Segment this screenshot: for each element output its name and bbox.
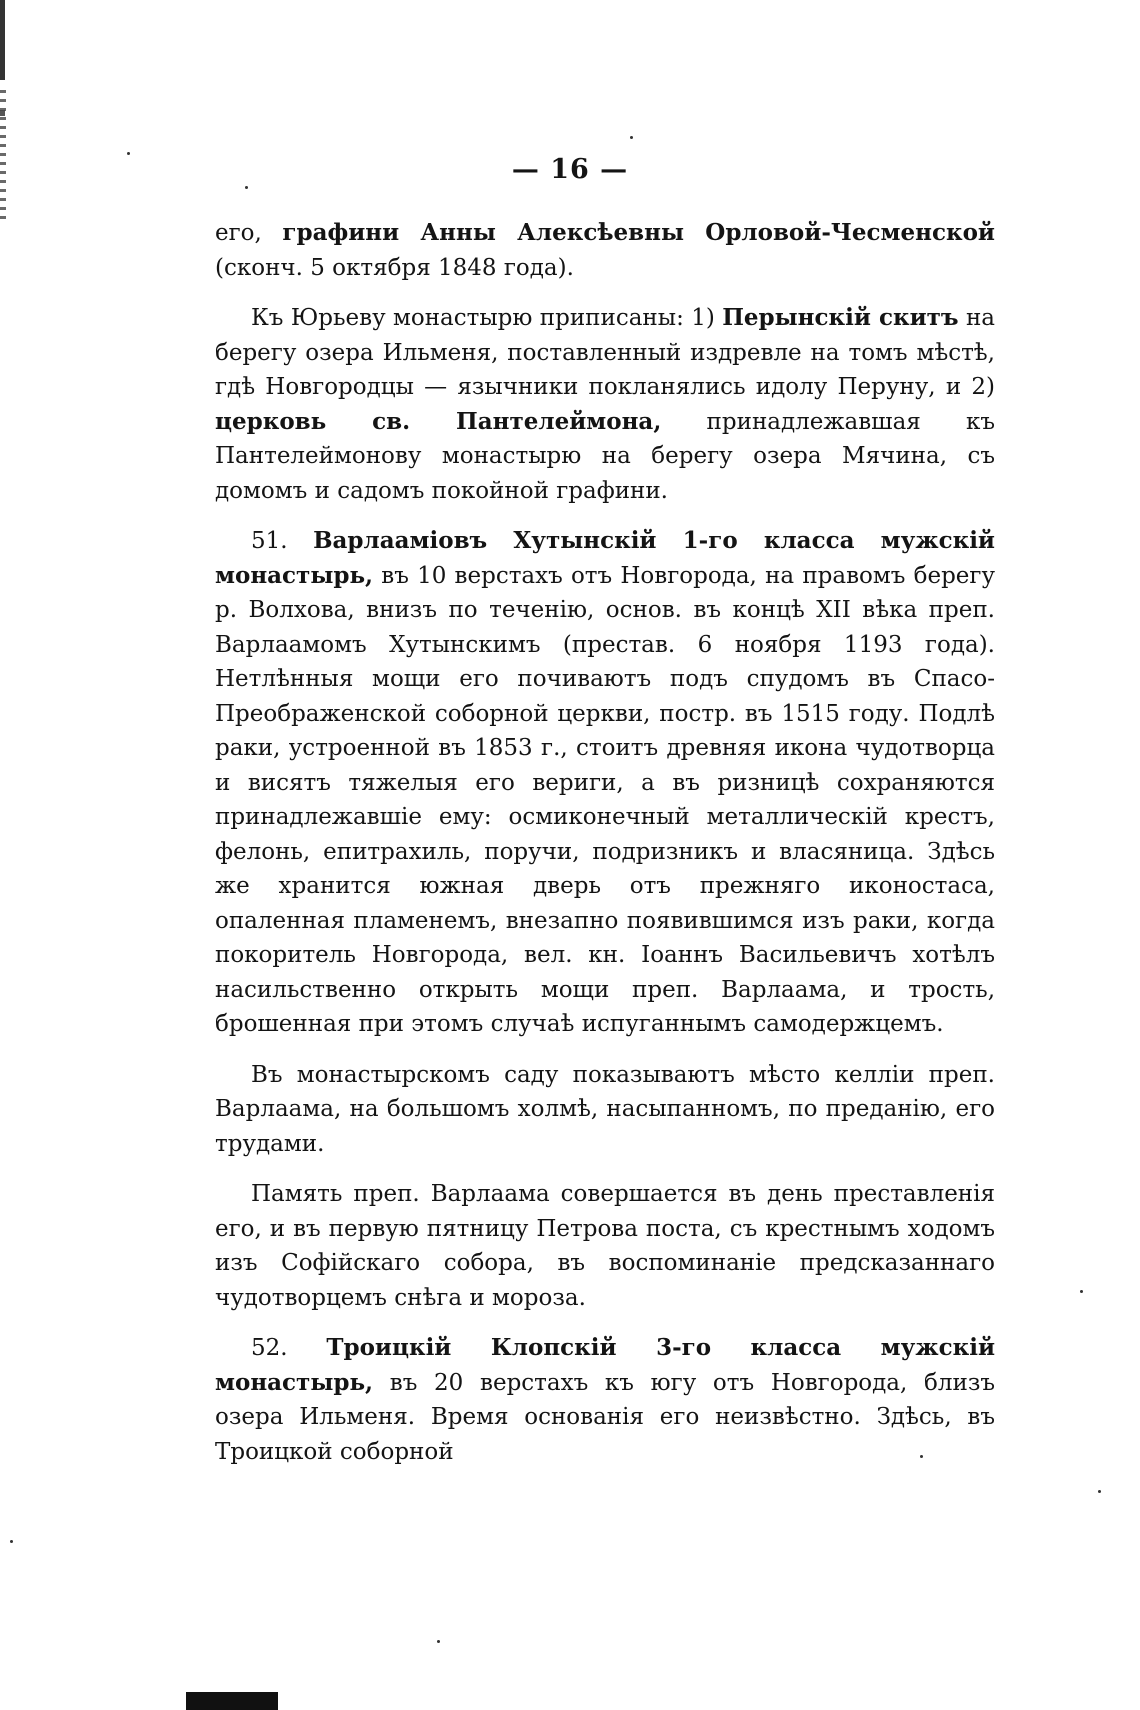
paragraph-text: его, bbox=[215, 220, 283, 246]
paragraph-5: Память преп. Варлаама совершается въ день преставленія его, и въ первую пятницу Петрова поста, съ крестнымъ ходомъ изъ Софійскаго собора, въ воспоминаніе предсказаннаго чудотворцемъ снѣга и мороза. bbox=[215, 1181, 995, 1311]
paragraph-2 bbox=[215, 301, 995, 508]
paragraph-text: принадлежавшая къ Пантелеймонову монастырю на берегу озера Мячина, съ домомъ и садомъ покойной графини. bbox=[215, 408, 995, 504]
paragraph-text: въ 20 верстахъ къ югу отъ Новгорода, близъ озера Ильменя. Время основанія его неизвѣстно. Здѣсь, въ Троицкой соборной bbox=[215, 1369, 995, 1465]
entry-number: 52. bbox=[251, 1335, 327, 1361]
paragraph-4: Въ монастырскомъ саду показываютъ мѣсто келліи преп. Варлаама, на большомъ холмѣ, насыпанномъ, по преданію, его трудами. bbox=[215, 1061, 995, 1157]
paragraph-text: (сконч. 5 октября 1848 года). bbox=[215, 254, 574, 281]
paragraph-1 bbox=[215, 216, 995, 285]
paragraph-text: Къ Юрьеву монастырю приписаны: 1) bbox=[251, 305, 723, 331]
scan-speck bbox=[1098, 1490, 1101, 1493]
paragraph-3-entry-51 bbox=[215, 524, 995, 1042]
paragraph-bold-text: Перынскій скитъ bbox=[722, 304, 959, 331]
entry-heading: Троицкій Клопскій 3-го класса мужскій монастырь, bbox=[215, 1334, 995, 1396]
scan-speck bbox=[437, 1640, 440, 1643]
paragraph-6-entry-52 bbox=[215, 1331, 995, 1469]
scan-speck bbox=[245, 186, 248, 189]
scan-speck bbox=[630, 136, 633, 139]
paragraph-text: на берегу озера Ильменя, поставленный издревле на томъ мѣстѣ, гдѣ Новгородцы — язычники покланялись идолу Перуну, и 2) bbox=[215, 305, 996, 400]
scan-speck bbox=[10, 1540, 13, 1543]
paragraph-text: въ 10 верстахъ отъ Новгорода, на правомъ берегу р. Волхова, внизъ по теченію, основ. въ концѣ XII вѣка преп. Варлаамомъ Хутынскимъ (престав. 6 ноября 1193 года). Нетлѣнныя мощи его почиваютъ подъ спудомъ въ Спасо-Преображенской соборной церкви, постр. въ 1515 году. Подлѣ раки, устроенной въ 1853 г., стоитъ древняя икона чудотворца и висятъ тяжелыя его вериги, а въ ризницѣ сохраняются принадлежавшіе ему: осмиконечный металлическій крестъ, фелонь, епитрахиль, поручи, подризникъ и власяница. Здѣсь же хранится южная дверь отъ прежняго иконостаса, опаленная пламенемъ, внезапно появившимся изъ раки, когда покоритель Новгорода, вел. кн. Іоаннъ Васильевичъ хотѣлъ насильственно открыть мощи преп. Варлаама, и трость, брошенная при этомъ случаѣ испуганнымъ самодержцемъ. bbox=[215, 562, 995, 1037]
paragraph-bold-text: церковь св. Пантелеймона, bbox=[215, 407, 662, 435]
scan-speck bbox=[1080, 1290, 1083, 1293]
entry-number: 51. bbox=[251, 528, 314, 554]
paragraph-bold-text: графини Анны Алексѣевны Орловой-Чесменской bbox=[282, 219, 995, 246]
entry-heading: Варлааміовъ Хутынскій 1-го класса мужскій монастырь, bbox=[215, 527, 995, 589]
page-number: — 16 — bbox=[511, 154, 629, 185]
footer-ink-bar bbox=[186, 1692, 278, 1710]
page-body bbox=[215, 216, 995, 1485]
